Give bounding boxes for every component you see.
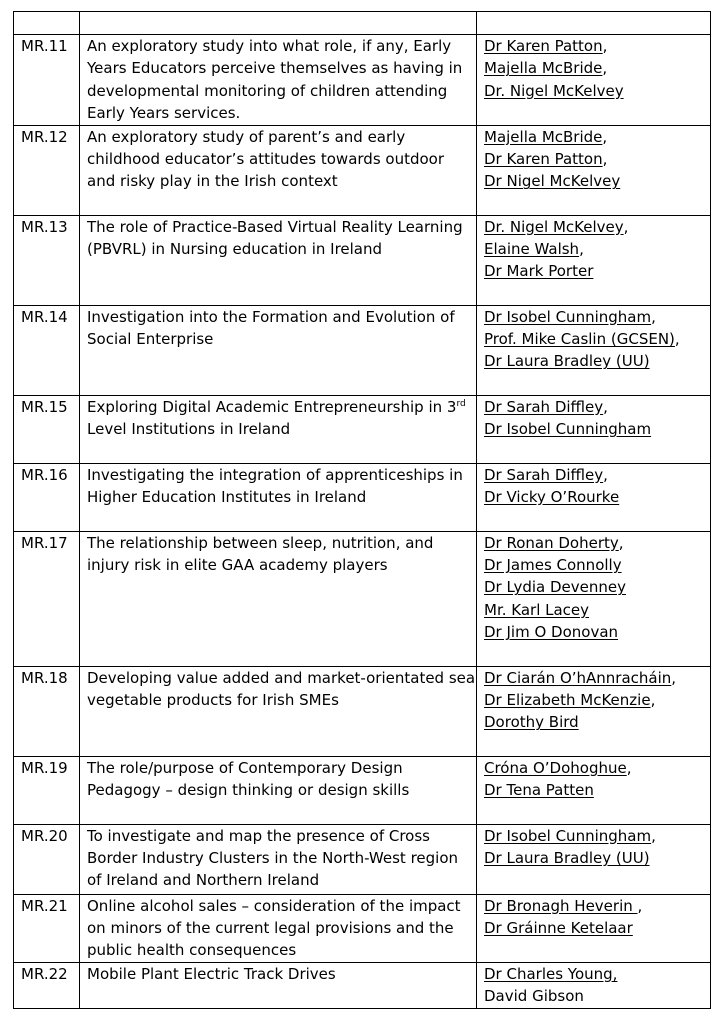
supervisor-link[interactable]: Dr Mark Porter: [484, 262, 594, 281]
project-title: To investigate and map the presence of Cross Border Industry Clusters in the North-West region of Ireland and Northern Ireland: [80, 824, 477, 894]
project-title: An exploratory study of parent’s and early childhood educator’s attitudes towards outdoor and risky play in the Irish context: [80, 125, 477, 215]
supervisor-link[interactable]: Majella McBride: [484, 59, 603, 78]
supervisor-list: Majella McBride, Dr Karen Patton, Dr Nigel McKelvey: [477, 125, 711, 215]
supervisor-link[interactable]: Majella McBride: [484, 127, 603, 146]
project-code: MR.18: [14, 666, 80, 756]
project-code: MR.13: [14, 215, 80, 305]
ordinal-suffix: rd: [456, 398, 466, 409]
header-cell-title: [80, 12, 477, 35]
supervisor-link[interactable]: Dorothy Bird: [484, 713, 579, 732]
table-row: [14, 395, 711, 463]
supervisor-link[interactable]: Dr Isobel Cunningham: [484, 420, 652, 439]
project-title: Developing value added and market-orientated sea vegetable products for Irish SMEs: [80, 666, 477, 756]
supervisor-link[interactable]: Dr James Connolly: [484, 556, 622, 575]
table-row: [14, 962, 711, 1008]
project-title: The relationship between sleep, nutrition, and injury risk in elite GAA academy players: [80, 531, 477, 666]
supervisor-link[interactable]: Dr Sarah Diffley: [484, 397, 604, 416]
supervisor-link[interactable]: Dr Isobel Cunningham: [484, 826, 652, 845]
project-code: MR.21: [14, 894, 80, 962]
table-row: [14, 215, 711, 305]
supervisor-link[interactable]: Dr Tena Patten: [484, 781, 594, 800]
table-row: [14, 305, 711, 395]
supervisor-link[interactable]: Dr Ronan Doherty: [484, 533, 619, 552]
project-code: MR.14: [14, 305, 80, 395]
table-row: [14, 824, 711, 894]
project-title: An exploratory study into what role, if any, Early Years Educators perceive themselves as having in developmental monitoring of children attending Early Years services.: [80, 35, 477, 126]
supervisor-list: Dr Ronan Doherty, Dr James Connolly Dr Lydia Devenney Mr. Karl Lacey Dr Jim O Donovan: [477, 531, 711, 666]
supervisor-link[interactable]: Cróna O’Dohoghue: [484, 758, 627, 777]
supervisor-list: Dr Karen Patton, Majella McBride, Dr. Nigel McKelvey: [477, 35, 711, 126]
supervisor-list: [477, 962, 711, 1008]
supervisor-link[interactable]: Dr. Nigel McKelvey: [484, 81, 624, 100]
project-title: Investigating the integration of apprenticeships in Higher Education Institutes in Ireland: [80, 463, 477, 531]
table-row: [14, 35, 711, 126]
supervisor-link[interactable]: Dr Elizabeth McKenzie: [484, 691, 651, 710]
supervisor-list: Dr Bronagh Heverin , Dr Gráinne Ketelaar: [477, 894, 711, 962]
project-title: The role/purpose of Contemporary Design Pedagogy – design thinking or design skills: [80, 756, 477, 824]
supervisor-link[interactable]: Dr Karen Patton: [484, 150, 603, 169]
supervisor-link[interactable]: Dr Laura Bradley (UU): [484, 352, 650, 371]
table-row: [14, 463, 711, 531]
supervisor-link[interactable]: Dr Charles Young,: [484, 964, 618, 983]
project-title: Investigation into the Formation and Evolution of Social Enterprise: [80, 305, 477, 395]
supervisor-link[interactable]: Dr Karen Patton: [484, 37, 603, 55]
project-title: Exploring Digital Academic Entrepreneurship in 3rd Level Institutions in Ireland: [80, 395, 477, 463]
table-row: [14, 894, 711, 962]
supervisor-link[interactable]: Dr Vicky O’Rourke: [484, 488, 620, 507]
supervisor-list: Dr. Nigel McKelvey, Elaine Walsh, Dr Mark Porter: [477, 215, 711, 305]
supervisor-link[interactable]: Mr. Karl Lacey: [484, 600, 590, 619]
research-projects-table: [13, 11, 711, 1009]
table-row: [14, 756, 711, 824]
project-title: Mobile Plant Electric Track Drives: [80, 962, 477, 1008]
supervisor-list: Dr Isobel Cunningham, Dr Laura Bradley (UU): [477, 824, 711, 894]
supervisor-list: Dr Isobel Cunningham, Prof. Mike Caslin (GCSEN), Dr Laura Bradley (UU): [477, 305, 711, 395]
supervisor-list: Dr Sarah Diffley, Dr Vicky O’Rourke: [477, 463, 711, 531]
supervisor-link[interactable]: Elaine Walsh: [484, 240, 580, 259]
supervisor-link[interactable]: Dr Laura Bradley (UU): [484, 849, 650, 868]
project-code: MR.22: [14, 962, 80, 1008]
supervisor-link[interactable]: Dr Ciarán O’hAnnracháin: [484, 668, 672, 687]
supervisor-list: Dr Sarah Diffley, Dr Isobel Cunningham: [477, 395, 711, 463]
header-cell-code: [14, 12, 80, 35]
supervisor-name: David Gibson: [484, 987, 584, 1006]
supervisor-list: Dr Ciarán O’hAnnracháin, Dr Elizabeth McKenzie, Dorothy Bird: [477, 666, 711, 756]
supervisor-link[interactable]: Dr Isobel Cunningham: [484, 307, 652, 326]
supervisor-link[interactable]: Dr Gráinne Ketelaar: [484, 919, 633, 938]
supervisor-link[interactable]: Dr Lydia Devenney: [484, 578, 626, 597]
project-code: MR.11: [14, 35, 80, 126]
supervisor-list: Cróna O’Dohoghue, Dr Tena Patten: [477, 756, 711, 824]
table-row: [14, 666, 711, 756]
header-row: [14, 12, 711, 35]
supervisor-link[interactable]: Dr Sarah Diffley: [484, 465, 604, 484]
project-code: MR.15: [14, 395, 80, 463]
project-code: MR.12: [14, 125, 80, 215]
project-title: Online alcohol sales – consideration of the impact on minors of the current legal provisions and the public health consequences: [80, 894, 477, 962]
project-code: MR.20: [14, 824, 80, 894]
table-row: [14, 531, 711, 666]
project-code: MR.19: [14, 756, 80, 824]
supervisor-link[interactable]: Dr Bronagh Heverin: [484, 896, 638, 915]
project-title: The role of Practice-Based Virtual Reality Learning (PBVRL) in Nursing education in Ireland: [80, 215, 477, 305]
header-cell-supervisors: [477, 12, 711, 35]
project-code: MR.16: [14, 463, 80, 531]
project-code: MR.17: [14, 531, 80, 666]
supervisor-link[interactable]: Dr. Nigel McKelvey: [484, 217, 624, 236]
supervisor-link[interactable]: Dr Jim O Donovan: [484, 623, 619, 642]
supervisor-link[interactable]: Dr Nigel McKelvey: [484, 172, 621, 191]
supervisor-link[interactable]: Prof. Mike Caslin (GCSEN): [484, 330, 675, 349]
table-row: [14, 125, 711, 215]
